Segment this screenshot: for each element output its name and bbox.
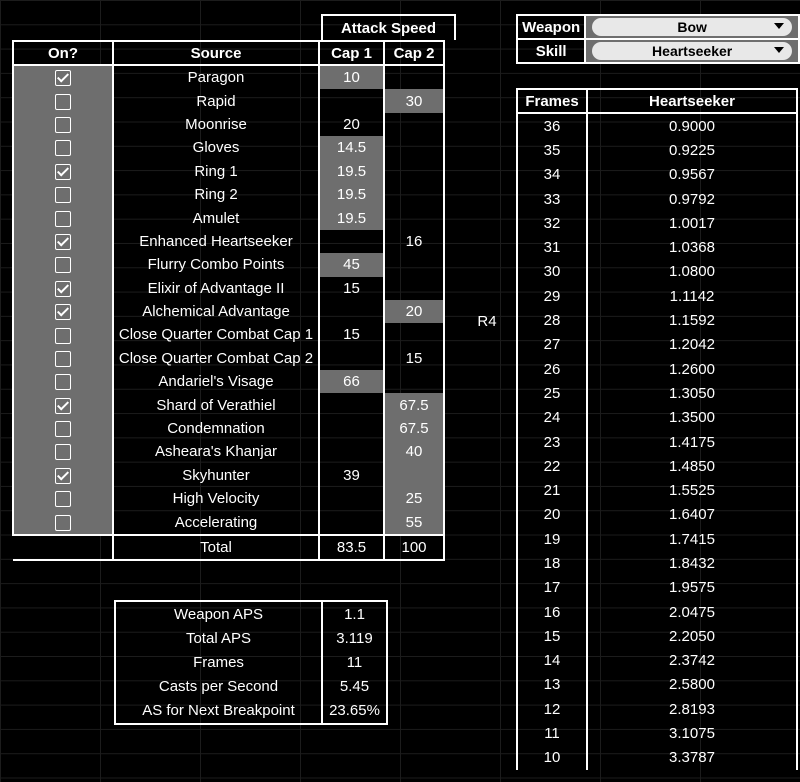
table-row [13,464,444,487]
cap1-cell [319,300,384,323]
frames-row [517,527,797,551]
header-cap2: Cap 2 [384,41,444,65]
table-row [13,277,444,300]
cap1-cell: 19.5 [319,160,384,183]
aps-cell: 1.4850 [587,454,797,478]
checkbox-cell[interactable] [13,417,113,440]
checkbox-unchecked-icon[interactable] [55,211,71,227]
cap1-cell: 15 [319,277,384,300]
checkbox-cell[interactable] [13,183,113,206]
cap1-cell [319,440,384,463]
cap2-cell [384,370,444,393]
skill-label: Skill [517,39,585,63]
aps-cell: 0.9225 [587,138,797,162]
table-row [13,136,444,159]
frames-row [517,406,797,430]
source-cell: Elixir of Advantage II [113,277,319,300]
frames-cell: 10 [517,746,587,770]
aps-cell: 1.6407 [587,503,797,527]
table-row [13,206,444,229]
stat-value: 3.119 [322,626,387,650]
cap1-cell: 10 [319,65,384,89]
table-header-row [13,41,444,65]
frames-row [517,551,797,575]
checkbox-unchecked-icon[interactable] [55,140,71,156]
checkbox-unchecked-icon[interactable] [55,374,71,390]
cap2-cell [384,183,444,206]
table-row [13,393,444,416]
cap1-cell: 14.5 [319,136,384,159]
table-row [13,183,444,206]
frames-cell: 35 [517,138,587,162]
frames-cell: 31 [517,235,587,259]
checkbox-cell[interactable] [13,487,113,510]
aps-cell: 0.9792 [587,187,797,211]
cap1-cell [319,417,384,440]
frames-cell: 32 [517,211,587,235]
table-row [13,160,444,183]
source-cell: Rapid [113,89,319,112]
stat-row [115,601,387,626]
aps-cell: 1.4175 [587,430,797,454]
frames-cell: 29 [517,284,587,308]
source-cell: Ring 1 [113,160,319,183]
checkbox-cell[interactable] [13,323,113,346]
frames-cell: 17 [517,576,587,600]
frames-cell: 22 [517,454,587,478]
weapon-label: Weapon [517,15,585,39]
table-row [13,510,444,534]
frames-cell: 15 [517,624,587,648]
stats-table [114,600,388,725]
checkbox-cell[interactable] [13,89,113,112]
source-cell: Gloves [113,136,319,159]
source-cell: Ring 2 [113,183,319,206]
frames-row [517,503,797,527]
frames-row [517,113,797,138]
source-cell: Paragon [113,65,319,89]
stat-value: 5.45 [322,675,387,699]
selector-panel [516,14,800,64]
frames-row [517,211,797,235]
frames-cell: 26 [517,357,587,381]
cap1-cell [319,393,384,416]
source-cell: Enhanced Heartseeker [113,230,319,253]
cap1-cell: 19.5 [319,183,384,206]
cap2-cell: 55 [384,510,444,534]
checkbox-cell[interactable] [13,136,113,159]
stat-row [115,650,387,674]
aps-cell: 2.8193 [587,697,797,721]
checkbox-checked-icon[interactable] [55,70,71,86]
cap1-cell [319,230,384,253]
checkbox-checked-icon[interactable] [55,468,71,484]
total-row [13,535,444,560]
frames-row [517,381,797,405]
total-cap1: 83.5 [319,535,384,560]
cap2-cell: 30 [384,89,444,112]
frames-cell: 27 [517,333,587,357]
frames-cell: 12 [517,697,587,721]
attack-speed-table [12,40,445,561]
frames-row [517,187,797,211]
skill-row [517,39,799,63]
table-row [13,65,444,89]
frames-cell: 30 [517,260,587,284]
frames-row [517,576,797,600]
cap2-cell [384,277,444,300]
skill-select[interactable] [592,42,792,60]
checkbox-unchecked-icon[interactable] [55,444,71,460]
aps-cell: 2.5800 [587,673,797,697]
frames-row [517,357,797,381]
frames-cell: 24 [517,406,587,430]
frames-row [517,308,797,332]
cap1-cell: 15 [319,323,384,346]
header-frames: Frames [517,89,587,113]
checkbox-cell[interactable] [13,464,113,487]
total-cap2: 100 [384,535,444,560]
stat-value: 23.65% [322,699,387,724]
cap1-cell: 66 [319,370,384,393]
checkbox-checked-icon[interactable] [55,164,71,180]
cap1-cell: 19.5 [319,206,384,229]
frames-cell: 13 [517,673,587,697]
source-cell: Flurry Combo Points [113,253,319,276]
checkbox-checked-icon[interactable] [55,234,71,250]
aps-cell: 1.8432 [587,551,797,575]
checkbox-checked-icon[interactable] [55,304,71,320]
aps-cell: 1.1142 [587,284,797,308]
aps-cell: 1.7415 [587,527,797,551]
table-row [13,417,444,440]
aps-cell: 0.9567 [587,163,797,187]
source-cell: Close Quarter Combat Cap 2 [113,347,319,370]
cap1-cell [319,89,384,112]
checkbox-cell[interactable] [13,347,113,370]
aps-cell: 0.9000 [587,113,797,138]
source-cell: Shard of Verathiel [113,393,319,416]
cap1-cell: 45 [319,253,384,276]
cap2-cell [384,65,444,89]
stat-label: Casts per Second [115,675,322,699]
aps-cell: 2.0475 [587,600,797,624]
checkbox-cell[interactable] [13,370,113,393]
cap2-cell: 40 [384,440,444,463]
source-cell: Accelerating [113,510,319,534]
source-cell: High Velocity [113,487,319,510]
skill-value: Heartseeker [652,43,733,59]
stat-row [115,675,387,699]
checkbox-unchecked-icon[interactable] [55,515,71,531]
frames-cell: 34 [517,163,587,187]
aps-cell: 1.0368 [587,235,797,259]
cap1-cell: 39 [319,464,384,487]
stat-row [115,626,387,650]
checkbox-cell[interactable] [13,393,113,416]
stat-label: Weapon APS [115,601,322,626]
frames-row [517,624,797,648]
cap2-cell: 15 [384,347,444,370]
frames-cell: 19 [517,527,587,551]
checkbox-unchecked-icon[interactable] [55,94,71,110]
frames-row [517,697,797,721]
aps-cell: 2.2050 [587,624,797,648]
aps-cell: 3.1075 [587,721,797,745]
weapon-dropdown[interactable] [585,15,799,39]
total-spacer [13,535,113,560]
cap2-cell: 20 [384,300,444,323]
aps-cell: 3.3787 [587,746,797,770]
checkbox-cell[interactable] [13,65,113,89]
table-row [13,89,444,112]
frames-row [517,746,797,770]
cap1-cell [319,510,384,534]
cap1-cell: 20 [319,113,384,136]
checkbox-checked-icon[interactable] [55,281,71,297]
source-cell: Moonrise [113,113,319,136]
frames-cell: 25 [517,381,587,405]
table-row [13,487,444,510]
frames-header-row [517,89,797,113]
cap2-cell [384,160,444,183]
checkbox-unchecked-icon[interactable] [55,257,71,273]
frames-table [516,88,798,770]
cap2-cell [384,136,444,159]
checkbox-cell[interactable] [13,253,113,276]
aps-cell: 1.9575 [587,576,797,600]
cap1-cell [319,487,384,510]
table-row [13,323,444,346]
checkbox-cell[interactable] [13,113,113,136]
frames-row [517,138,797,162]
frames-row [517,163,797,187]
cap2-cell [384,464,444,487]
aps-cell: 1.2600 [587,357,797,381]
source-cell: Close Quarter Combat Cap 1 [113,323,319,346]
header-skill: Heartseeker [587,89,797,113]
source-cell: Amulet [113,206,319,229]
checkbox-checked-icon[interactable] [55,398,71,414]
chevron-down-icon [774,23,784,29]
stat-value: 11 [322,650,387,674]
checkbox-cell[interactable] [13,206,113,229]
frames-row [517,235,797,259]
frames-cell: 20 [517,503,587,527]
source-cell: Asheara's Khanjar [113,440,319,463]
cap1-cell [319,347,384,370]
header-source: Source [113,41,319,65]
skill-dropdown[interactable] [585,39,799,63]
chevron-down-icon [774,47,784,53]
checkbox-cell[interactable] [13,300,113,323]
frames-cell: 21 [517,478,587,502]
table-row [13,347,444,370]
frames-cell: 36 [517,113,587,138]
table-row [13,370,444,393]
checkbox-cell[interactable] [13,230,113,253]
aps-cell: 1.3500 [587,406,797,430]
frames-row [517,430,797,454]
weapon-select[interactable] [592,18,792,36]
checkbox-cell[interactable] [13,277,113,300]
cap2-cell: 67.5 [384,417,444,440]
stat-label: Total APS [115,626,322,650]
cap2-cell [384,206,444,229]
table-row [13,253,444,276]
checkbox-unchecked-icon[interactable] [55,491,71,507]
table-row [13,230,444,253]
cap2-cell [384,253,444,276]
aps-cell: 1.2042 [587,333,797,357]
aps-cell: 1.3050 [587,381,797,405]
weapon-row [517,15,799,39]
checkbox-unchecked-icon[interactable] [55,187,71,203]
frames-cell: 18 [517,551,587,575]
cap2-cell: 25 [384,487,444,510]
aps-cell: 2.3742 [587,649,797,673]
cell-r4-label: R4 [477,313,497,330]
stat-row [115,699,387,724]
frames-row [517,333,797,357]
frames-row [517,600,797,624]
frames-row [517,673,797,697]
checkbox-unchecked-icon[interactable] [55,421,71,437]
checkbox-cell[interactable] [13,510,113,534]
cap2-cell [384,323,444,346]
table-row [13,440,444,463]
checkbox-cell[interactable] [13,160,113,183]
source-cell: Alchemical Advantage [113,300,319,323]
checkbox-unchecked-icon[interactable] [55,117,71,133]
table-row [13,113,444,136]
frames-row [517,260,797,284]
aps-cell: 1.5525 [587,478,797,502]
frames-row [517,454,797,478]
aps-cell: 1.0017 [587,211,797,235]
checkbox-unchecked-icon[interactable] [55,351,71,367]
checkbox-unchecked-icon[interactable] [55,328,71,344]
checkbox-cell[interactable] [13,440,113,463]
frames-row [517,721,797,745]
frames-row [517,649,797,673]
aps-cell: 1.0800 [587,260,797,284]
stat-value: 1.1 [322,601,387,626]
source-cell: Skyhunter [113,464,319,487]
stat-label: Frames [115,650,322,674]
frames-cell: 16 [517,600,587,624]
source-cell: Andariel's Visage [113,370,319,393]
frames-cell: 23 [517,430,587,454]
header-on: On? [13,41,113,65]
table-row [13,300,444,323]
weapon-value: Bow [677,19,707,35]
stat-label: AS for Next Breakpoint [115,699,322,724]
total-label: Total [113,535,319,560]
frames-cell: 28 [517,308,587,332]
aps-cell: 1.1592 [587,308,797,332]
header-cap1: Cap 1 [319,41,384,65]
frames-row [517,478,797,502]
frames-cell: 11 [517,721,587,745]
frames-cell: 14 [517,649,587,673]
frames-cell: 33 [517,187,587,211]
cap2-cell: 67.5 [384,393,444,416]
attack-speed-header: Attack Speed [321,14,456,40]
source-cell: Condemnation [113,417,319,440]
cap2-cell: 16 [384,230,444,253]
frames-row [517,284,797,308]
cap2-cell [384,113,444,136]
